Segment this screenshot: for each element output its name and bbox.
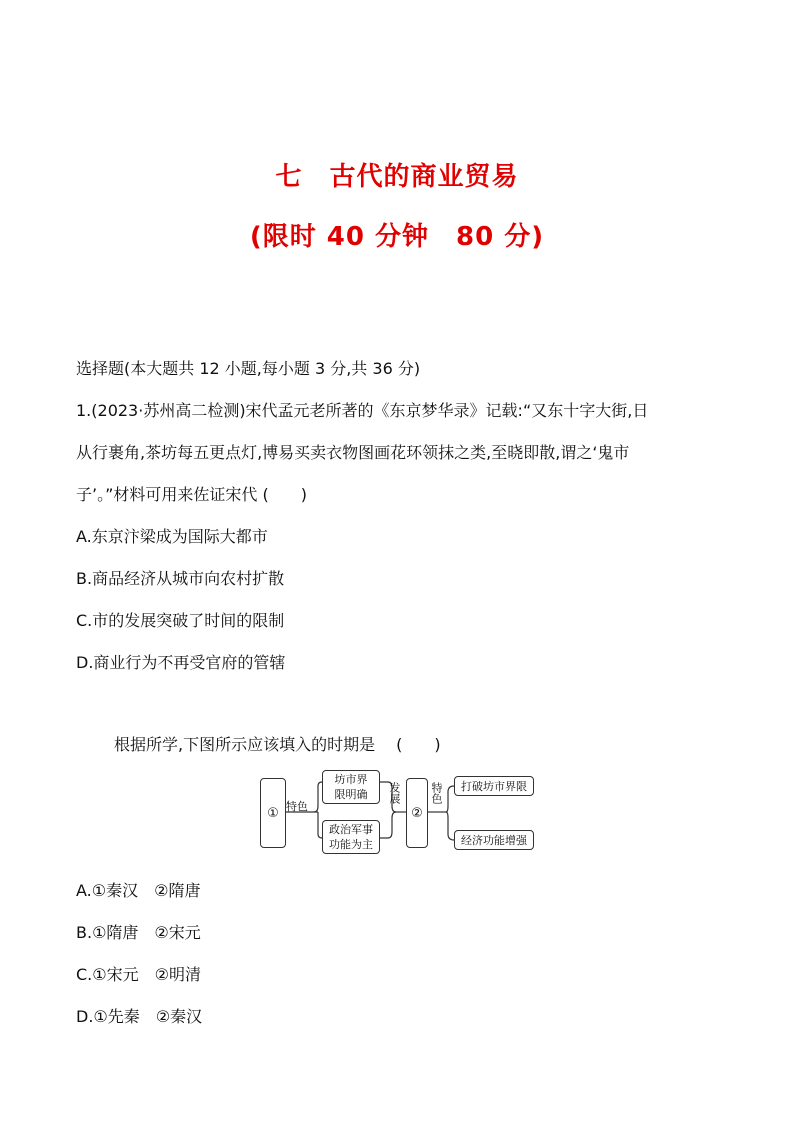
- page-subtitle: (限时 40 分钟 80 分): [249, 222, 545, 252]
- label-feature-1: 特色: [286, 800, 308, 813]
- connector-line: [380, 812, 396, 838]
- q1-option-c[interactable]: C.市的发展突破了时间的限制: [76, 611, 285, 630]
- box-political-military: 政治军事 功能为主: [322, 820, 380, 854]
- q2-option-b[interactable]: B.①隋唐 ②宋元: [76, 923, 201, 942]
- box-boundary-clear: 坊市界 限明确: [322, 770, 380, 804]
- q2-stem: 根据所学,下图所示应该填入的时期是 ( ): [114, 735, 441, 754]
- connector-line: [446, 786, 454, 812]
- q1-option-b[interactable]: B.商品经济从城市向农村扩散: [76, 569, 285, 588]
- q2-option-a[interactable]: A.①秦汉 ②隋唐: [76, 881, 201, 900]
- q1-option-d[interactable]: D.商业行为不再受官府的管辖: [76, 653, 286, 672]
- q1-option-a[interactable]: A.东京汴梁成为国际大都市: [76, 527, 268, 546]
- q2-option-c[interactable]: C.①宋元 ②明清: [76, 965, 201, 984]
- section-heading: 选择题(本大题共 12 小题,每小题 3 分,共 36 分): [76, 359, 421, 378]
- q1-stem-line3: 子’。”材料可用来佐证宋代 ( ): [76, 485, 307, 504]
- connector-line: [314, 782, 322, 812]
- development-diagram: [258, 768, 538, 856]
- q1-stem-line2: 从行裹角,茶坊每五更点灯,博易买卖衣物图画花环领抹之类,至晓即散,谓之‘鬼市: [76, 443, 630, 462]
- label-develop: 发展: [388, 782, 401, 804]
- box-break-boundary: 打破坊市界限: [454, 776, 534, 796]
- box-economic-function: 经济功能增强: [454, 830, 534, 850]
- node-2: ②: [406, 778, 428, 848]
- node-1: ①: [260, 778, 286, 848]
- q2-option-d[interactable]: D.①先秦 ②秦汉: [76, 1007, 203, 1026]
- page-title: 七 古代的商业贸易: [275, 162, 519, 192]
- connector-line: [446, 812, 454, 840]
- q1-stem-line1: 1.(2023·苏州高二检测)宋代孟元老所著的《东京梦华录》记载:“又东十字大街,日: [76, 401, 649, 420]
- label-feature-2: 特色: [430, 782, 443, 804]
